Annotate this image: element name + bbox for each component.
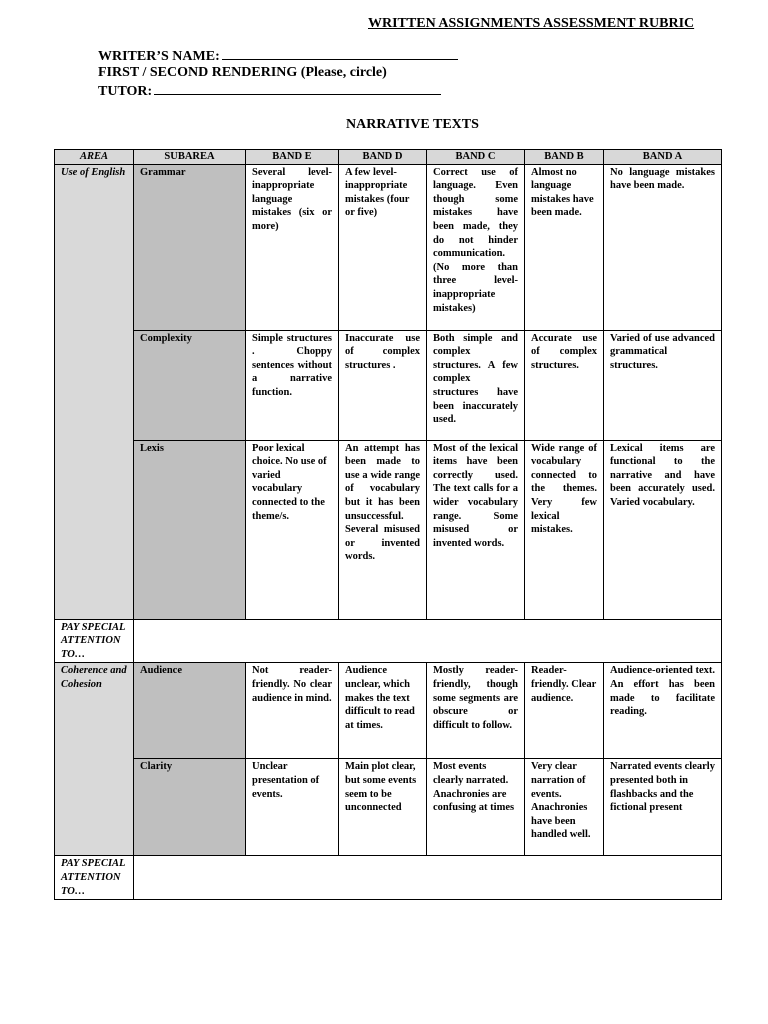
grammar-band-b: Almost no language mistakes have been made. — [525, 164, 604, 330]
complexity-band-c: Both simple and complex structures. A few complex structures have been inaccurately used. — [427, 330, 525, 440]
col-band-c: BAND C — [427, 150, 525, 165]
tutor-label: TUTOR: — [98, 84, 153, 99]
col-band-d: BAND D — [339, 150, 427, 165]
complexity-band-e: Simple structures . Choppy sentences without a narrative function. — [246, 330, 339, 440]
complexity-band-d: Inaccurate use of complex structures . — [339, 330, 427, 440]
area-use-of-english: Use of English — [55, 164, 134, 619]
audience-band-e: Not reader-friendly. No clear audience in mind. — [246, 663, 339, 759]
subarea-audience: Audience — [134, 663, 246, 759]
lexis-band-e: Poor lexical choice. No use of varied vocabulary connected to the theme/s. — [246, 440, 339, 619]
subarea-lexis: Lexis — [134, 440, 246, 619]
complexity-band-a: Varied of use advanced grammatical structures. — [604, 330, 722, 440]
rendering-label: FIRST / SECOND RENDERING (Please, circle) — [98, 65, 387, 80]
header-row — [55, 150, 722, 165]
grammar-band-e: Several level-inappropriate language mistakes (six or more) — [246, 164, 339, 330]
section-subtitle: NARRATIVE TEXTS — [346, 117, 479, 132]
table-row — [55, 663, 722, 759]
pay-attention-notes[interactable] — [134, 856, 722, 900]
clarity-band-d: Main plot clear, but some events seem to be unconnected — [339, 759, 427, 856]
col-band-e: BAND E — [246, 150, 339, 165]
pay-attention-row — [55, 856, 722, 900]
lexis-band-c: Most of the lexical items have been correctly used. The text calls for a wider vocabulary range. Some misused or invented words. — [427, 440, 525, 619]
pay-attention-notes[interactable] — [134, 619, 722, 663]
col-area: AREA — [55, 150, 134, 165]
writer-name-label: WRITER’S NAME: — [98, 49, 220, 64]
grammar-band-a: No language mistakes have been made. — [604, 164, 722, 330]
rubric-title: WRITTEN ASSIGNMENTS ASSESSMENT RUBRIC — [368, 16, 695, 31]
audience-band-d: Audience unclear, which makes the text difficult to read at times. — [339, 663, 427, 759]
writer-name-field[interactable] — [98, 47, 458, 65]
subarea-clarity: Clarity — [134, 759, 246, 856]
grammar-band-c: Correct use of language. Even though some mistakes have been made, they do not hinder communication. (No more than three level-inappropriate mistakes) — [427, 164, 525, 330]
col-subarea: SUBAREA — [134, 150, 246, 165]
col-band-b: BAND B — [525, 150, 604, 165]
rubric-table — [54, 149, 722, 900]
area-coherence-cohesion: Coherence and Cohesion — [55, 663, 134, 856]
table-row — [55, 330, 722, 440]
writer-name-line[interactable] — [222, 47, 458, 60]
clarity-band-a: Narrated events clearly presented both in flashbacks and the fictional present — [604, 759, 722, 856]
subarea-grammar: Grammar — [134, 164, 246, 330]
table-row — [55, 759, 722, 856]
lexis-band-b: Wide range of vocabulary connected to the themes. Very few lexical mistakes. — [525, 440, 604, 619]
complexity-band-b: Accurate use of complex structures. — [525, 330, 604, 440]
tutor-line[interactable] — [154, 82, 441, 95]
col-band-a: BAND A — [604, 150, 722, 165]
tutor-field[interactable] — [98, 82, 441, 100]
table-row — [55, 440, 722, 619]
table-row — [55, 164, 722, 330]
audience-band-a: Audience-oriented text. An effort has been made to facilitate reading. — [604, 663, 722, 759]
pay-attention-label: PAY SPECIAL ATTENTION TO… — [55, 619, 134, 663]
audience-band-b: Reader-friendly. Clear audience. — [525, 663, 604, 759]
clarity-band-c: Most events clearly narrated. Anachronies are confusing at times — [427, 759, 525, 856]
lexis-band-a: Lexical items are functional to the narrative and have been accurately used. Varied vocabulary. — [604, 440, 722, 619]
clarity-band-b: Very clear narration of events. Anachronies have been handled well. — [525, 759, 604, 856]
subarea-complexity: Complexity — [134, 330, 246, 440]
lexis-band-d: An attempt has been made to use a wide range of vocabulary but it has been unsuccessful. Several misused or invented words. — [339, 440, 427, 619]
audience-band-c: Mostly reader-friendly, though some segments are obscure or difficult to follow. — [427, 663, 525, 759]
pay-attention-label: PAY SPECIAL ATTENTION TO… — [55, 856, 134, 900]
grammar-band-d: A few level-inappropriate mistakes (four or five) — [339, 164, 427, 330]
pay-attention-row — [55, 619, 722, 663]
clarity-band-e: Unclear presentation of events. — [246, 759, 339, 856]
